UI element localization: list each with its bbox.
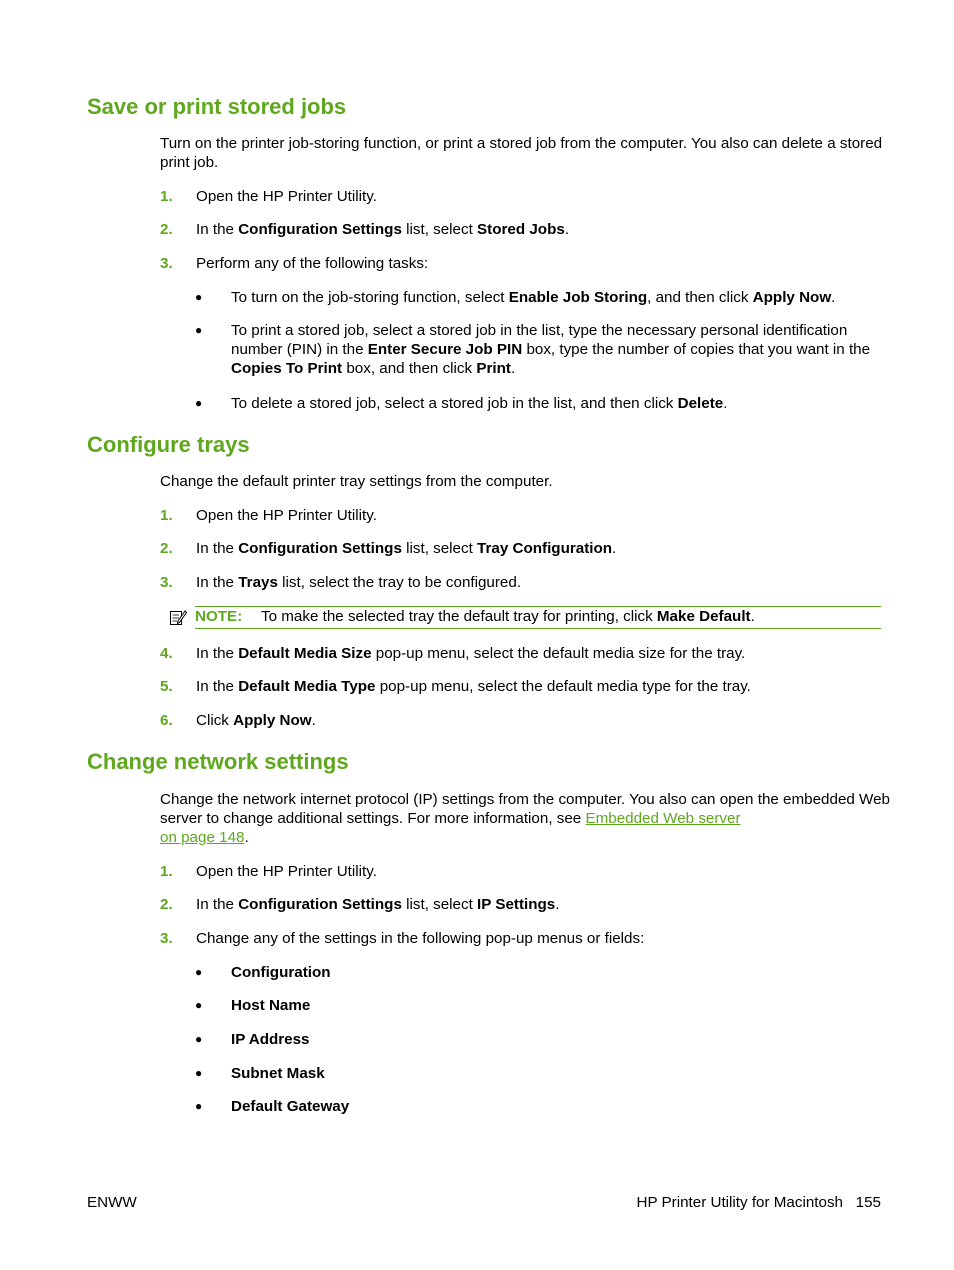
section-intro: Change the network internet protocol (IP) settings from the computer. You also can open the embedded Web server to change additional settings. For more information, see Embedded Web server on page 148.	[160, 791, 891, 846]
bullet-icon: ●	[195, 1066, 203, 1080]
bullet-icon: ●	[195, 965, 203, 979]
section-title-network-settings: Change network settings	[87, 749, 349, 774]
note-text: To make the selected tray the default tray for printing, click Make Default.	[261, 608, 755, 625]
footer-right: HP Printer Utility for Macintosh 155	[636, 1194, 881, 1211]
note-box	[195, 606, 881, 629]
page-148-link[interactable]: on page 148	[160, 829, 245, 846]
bullet-icon: ●	[195, 323, 203, 337]
footer-left: ENWW	[87, 1194, 137, 1211]
section-title-save-print: Save or print stored jobs	[87, 94, 347, 119]
bullet-icon: ●	[195, 396, 203, 410]
note-pencil-icon	[169, 608, 187, 631]
section-intro: Change the default printer tray settings from the computer.	[160, 473, 553, 490]
note-label: NOTE:	[195, 608, 243, 625]
bullet-icon: ●	[195, 290, 203, 304]
section-title-configure-trays: Configure trays	[87, 432, 250, 457]
section-intro: Turn on the printer job-storing function, or print a stored job from the computer. You also can delete a stored print job.	[160, 135, 883, 171]
page-number: 155	[855, 1194, 881, 1211]
bullet-icon: ●	[195, 1032, 203, 1046]
embedded-web-server-link[interactable]: Embedded Web server	[585, 810, 741, 827]
bullet-icon: ●	[195, 998, 203, 1012]
bullet-icon: ●	[195, 1099, 203, 1113]
